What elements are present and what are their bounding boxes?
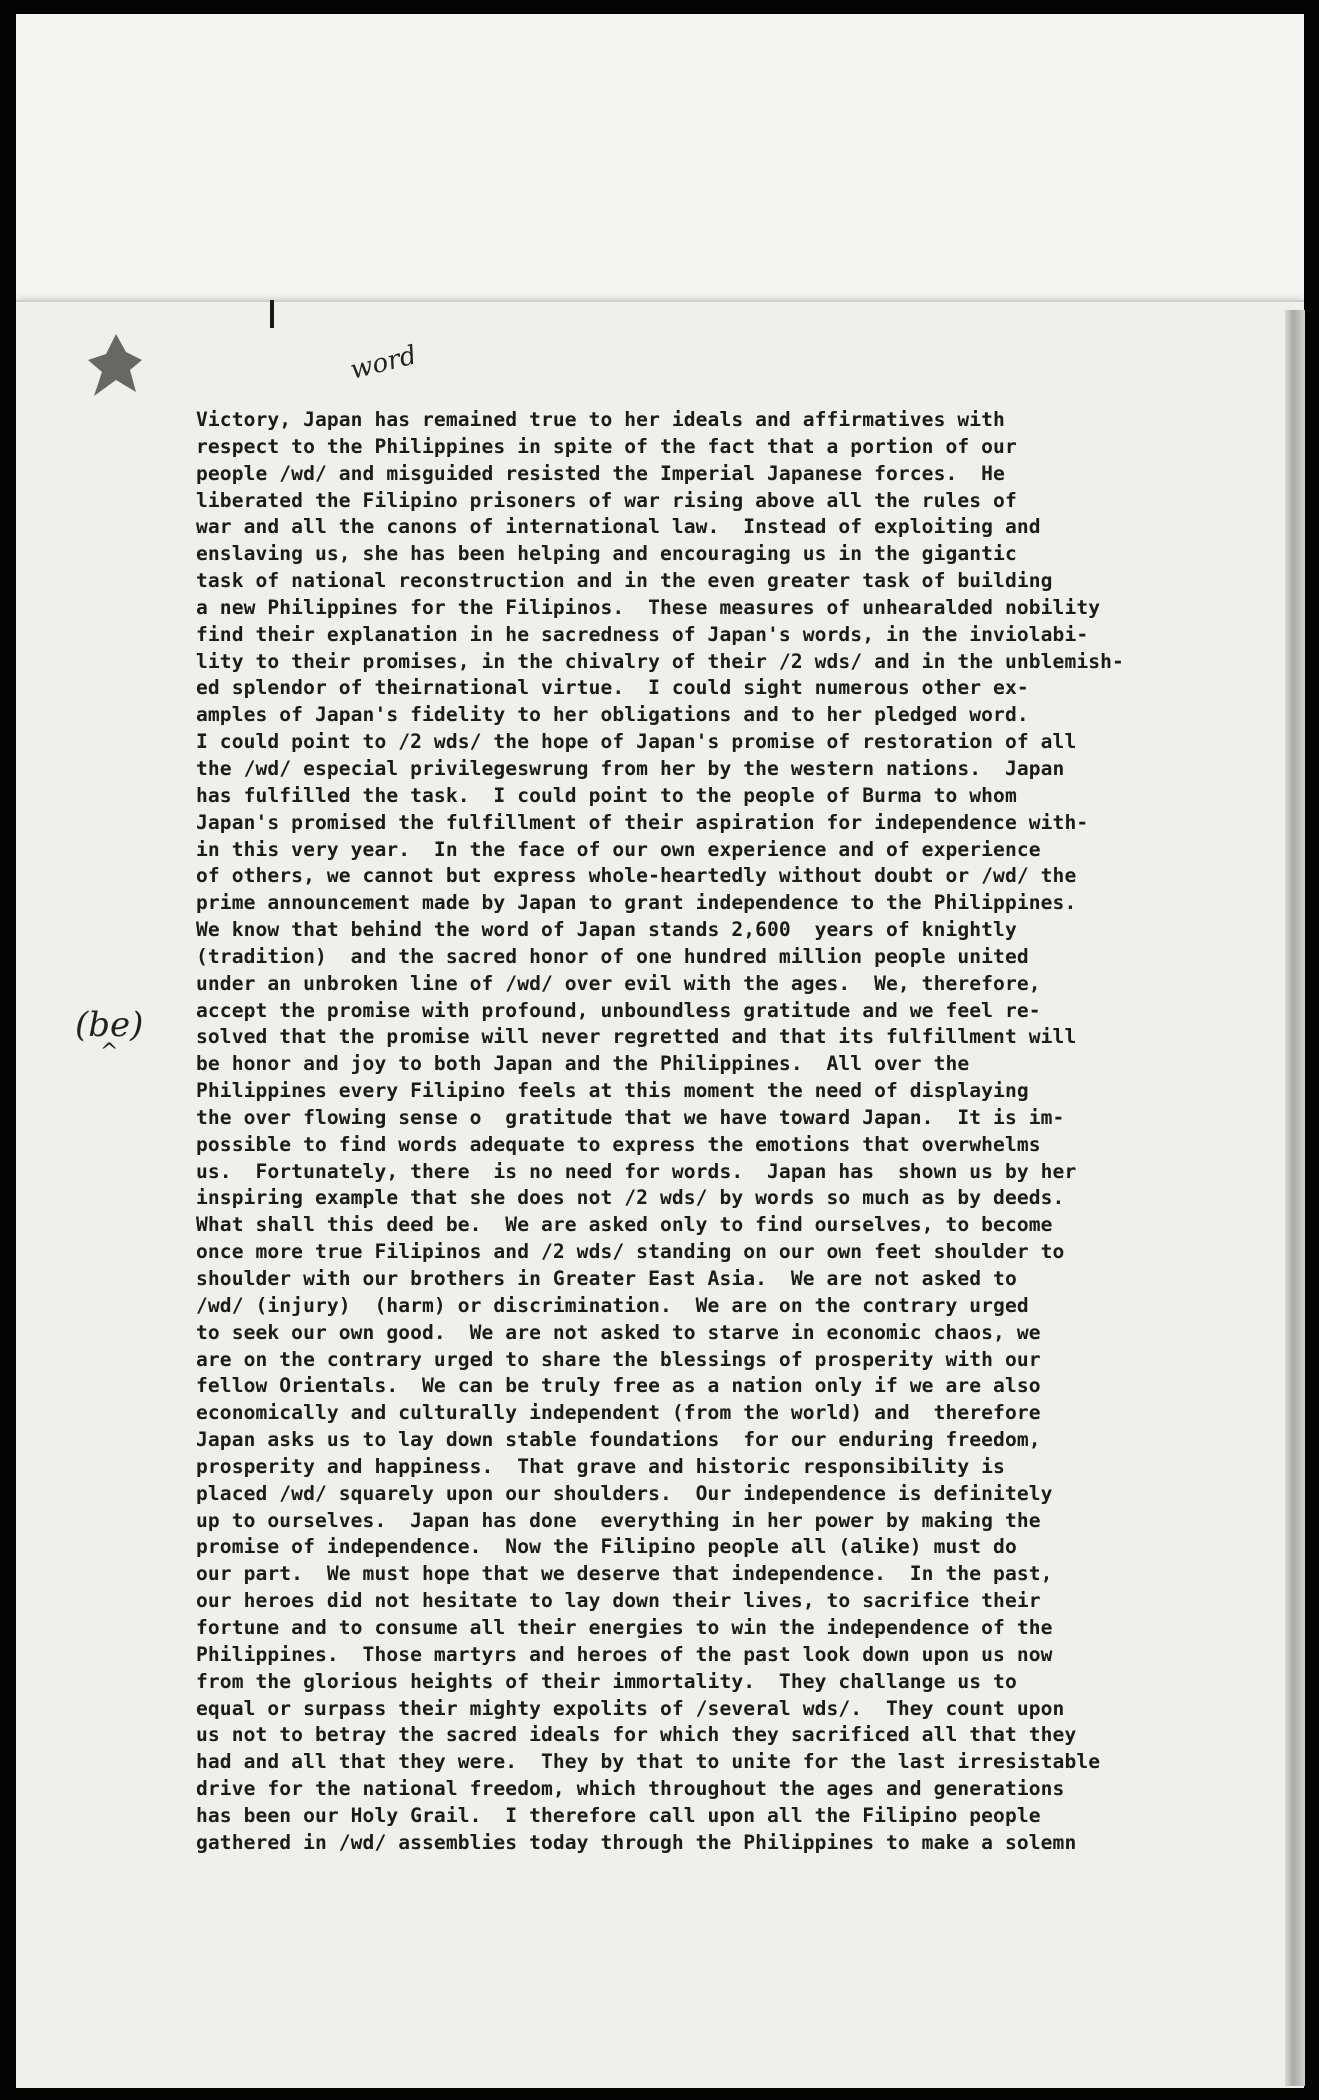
text-line: enslaving us, she has been helping and encouraging us in the gigantic bbox=[196, 542, 1017, 566]
text-line: ed splendor of theirnational virtue. I could sight numerous other ex- bbox=[196, 676, 1029, 700]
text-line: from the glorious heights of their immortality. They challange us to bbox=[196, 1669, 1017, 1693]
text-line: fortune and to consume all their energies to win the independence of the bbox=[196, 1615, 1053, 1639]
text-line: shoulder with our brothers in Greater East Asia. We are not asked to bbox=[196, 1267, 1017, 1290]
text-line: in this very year. In the face of our own experience and of experience bbox=[196, 837, 1041, 861]
text-line: find their explanation in he sacredness of Japan's words, in the inviolabi- bbox=[196, 622, 1089, 646]
text-line: the /wd/ especial privilegeswrung from her by the western nations. Japan bbox=[196, 756, 1065, 780]
handwritten-caret: ^ bbox=[100, 1040, 119, 1065]
text-line: to seek our own good. We are not asked to starve in economic chaos, we bbox=[196, 1320, 1041, 1344]
text-line: are on the contrary urged to share the blessings of prosperity with our bbox=[196, 1347, 1041, 1371]
text-line: be honor and joy to both Japan and the Philippines. All over the bbox=[196, 1052, 970, 1076]
text-line: /wd/ (injury) (harm) or discrimination. We are on the contrary urged bbox=[196, 1293, 1029, 1317]
text-line: the over flowing sense o gratitude that we have toward Japan. It is im- bbox=[196, 1105, 1065, 1129]
handwritten-margin-note: (be) bbox=[75, 1005, 144, 1045]
page-edge-shadow bbox=[1285, 310, 1305, 2086]
text-line: fellow Orientals. We can be truly free as a nation only if we are also bbox=[196, 1374, 1041, 1398]
typed-body-text bbox=[196, 407, 1256, 1857]
text-line: respect to the Philippines in spite of the fact that a portion of our bbox=[196, 434, 1017, 458]
paper-mark bbox=[270, 300, 274, 328]
ink-blot-icon bbox=[86, 330, 146, 400]
text-line: economically and culturally independent (from the world) and therefore bbox=[196, 1401, 1041, 1425]
text-line: Japan asks us to lay down stable foundations for our enduring freedom, bbox=[196, 1428, 1041, 1452]
text-line: Philippines every Filipino feels at this moment the need of displaying bbox=[196, 1079, 1029, 1103]
text-line: I could point to /2 wds/ the hope of Japan's promise of restoration of all bbox=[196, 730, 1077, 754]
text-line: us not to betray the sacred ideals for which they sacrificed all that they bbox=[196, 1723, 1077, 1747]
text-line: Victory, Japan has remained true to her ideals and affirmatives with bbox=[196, 408, 1005, 431]
text-line: up to ourselves. Japan has done everything in her power by making the bbox=[196, 1508, 1041, 1532]
text-line: of others, we cannot but express whole-heartedly without doubt or /wd/ the bbox=[196, 864, 1077, 888]
text-line: drive for the national freedom, which throughout the ages and generations bbox=[196, 1777, 1065, 1801]
text-line: our part. We must hope that we deserve that independence. In the past, bbox=[196, 1562, 1053, 1586]
text-line: prosperity and happiness. That grave and historic responsibility is bbox=[196, 1454, 1005, 1478]
text-line: possible to find words adequate to express the emotions that overwhelms bbox=[196, 1132, 1041, 1156]
text-line: people /wd/ and misguided resisted the Imperial Japanese forces. He bbox=[196, 461, 1005, 485]
text-line: us. Fortunately, there is no need for words. Japan has shown us by her bbox=[196, 1159, 1077, 1183]
text-line: equal or surpass their mighty expolits of /several wds/. They count upon bbox=[196, 1696, 1065, 1720]
text-line: amples of Japan's fidelity to her obligations and to her pledged word. bbox=[196, 703, 1029, 727]
text-line: task of national reconstruction and in the even greater task of building bbox=[196, 569, 1053, 593]
text-line: promise of independence. Now the Filipino people all (alike) must do bbox=[196, 1535, 1017, 1559]
text-line: has fulfilled the task. I could point to the people of Burma to whom bbox=[196, 783, 1017, 807]
text-line: once more true Filipinos and /2 wds/ standing on our own feet shoulder to bbox=[196, 1240, 1065, 1264]
text-line: our heroes did not hesitate to lay down their lives, to sacrifice their bbox=[196, 1589, 1041, 1613]
text-line: a new Philippines for the Filipinos. These measures of unhearalded nobility bbox=[196, 595, 1101, 619]
handwritten-insert-word: word bbox=[347, 340, 420, 386]
text-line: war and all the canons of international law. Instead of exploiting and bbox=[196, 515, 1041, 539]
text-line: solved that the promise will never regretted and that its fulfillment will bbox=[196, 1025, 1077, 1049]
text-line: Japan's promised the fulfillment of their aspiration for independence with- bbox=[196, 810, 1089, 834]
text-line: placed /wd/ squarely upon our shoulders. Our independence is definitely bbox=[196, 1481, 1053, 1505]
text-line: lity to their promises, in the chivalry of their /2 wds/ and in the unblemish- bbox=[196, 649, 1124, 673]
text-line: inspiring example that she does not /2 wds/ by words so much as by deeds. bbox=[196, 1186, 1065, 1210]
text-line: Philippines. Those martyrs and heroes of the past look down upon us now bbox=[196, 1642, 1053, 1666]
text-line: What shall this deed be. We are asked only to find ourselves, to become bbox=[196, 1213, 1053, 1237]
text-line: accept the promise with profound, unboundless gratitude and we feel re- bbox=[196, 998, 1041, 1022]
text-line: had and all that they were. They by that to unite for the last irresistable bbox=[196, 1750, 1101, 1774]
text-line: prime announcement made by Japan to grant independence to the Philippines. bbox=[196, 891, 1077, 915]
text-line: We know that behind the word of Japan stands 2,600 years of knightly bbox=[196, 918, 1017, 942]
text-line: has been our Holy Grail. I therefore call upon all the Filipino people bbox=[196, 1803, 1041, 1827]
text-line: gathered in /wd/ assemblies today through the Philippines to make a solemn bbox=[196, 1830, 1077, 1854]
text-line: under an unbroken line of /wd/ over evil with the ages. We, therefore, bbox=[196, 971, 1041, 995]
text-line: (tradition) and the sacred honor of one hundred million people united bbox=[196, 944, 1029, 968]
text-line: liberated the Filipino prisoners of war rising above all the rules of bbox=[196, 488, 1017, 512]
